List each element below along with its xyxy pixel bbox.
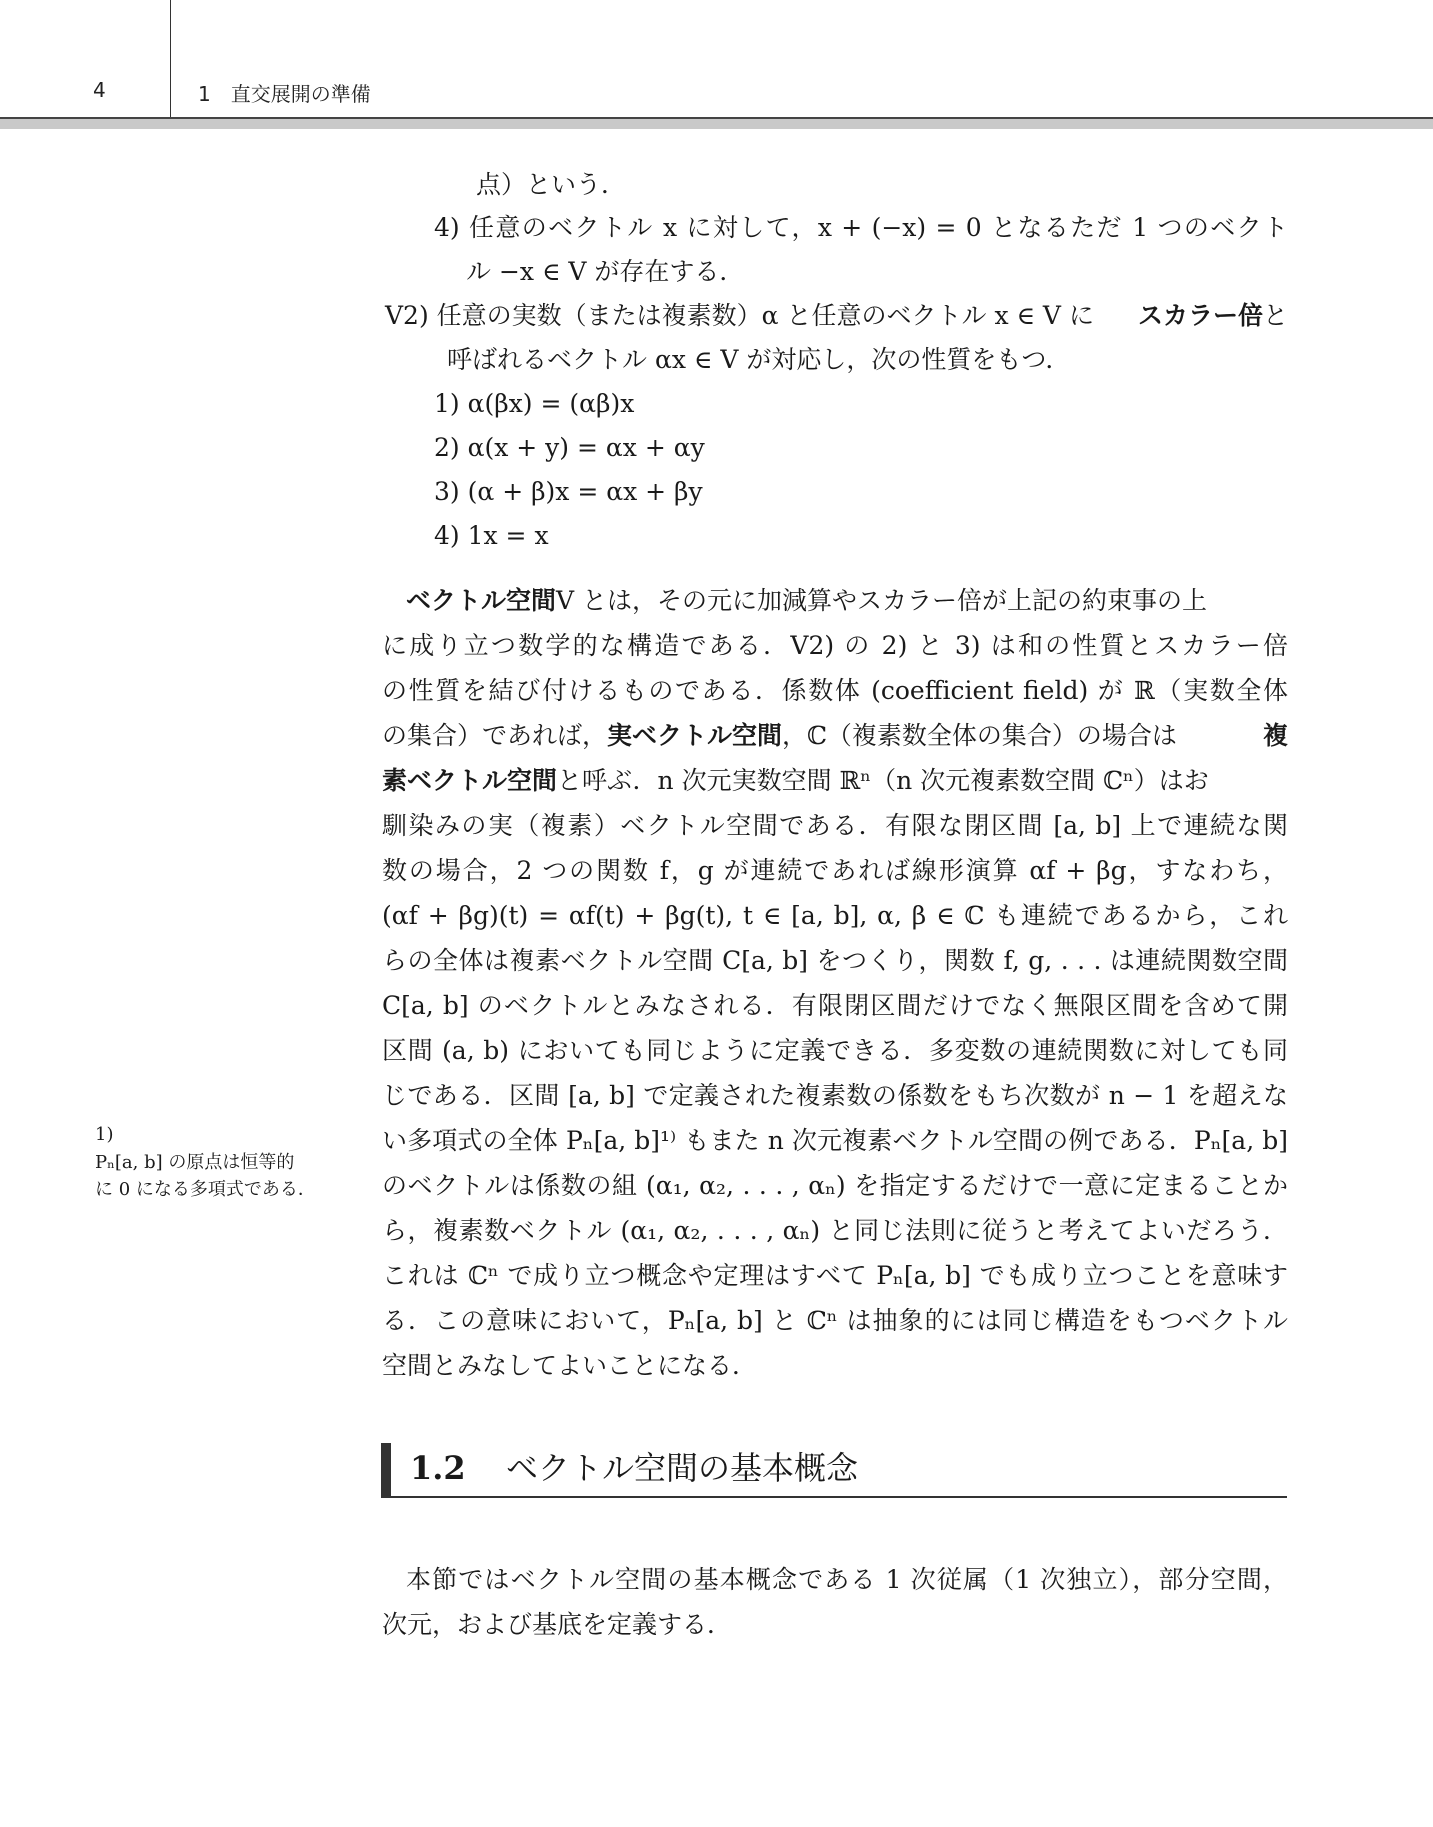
body-line: らの全体は複素ベクトル空間 C[a, b] をつくり，関数 f, g, . . . は連続関数空間 xyxy=(382,946,1288,975)
body-line: に成り立つ数学的な構造である．V2) の 2) と 3) は和の性質とスカラー倍 xyxy=(382,631,1288,660)
body-text: V とは，その元に加減算やスカラー倍が上記の約束事の上 xyxy=(556,586,1208,615)
sidenote-text: に 0 になる多項式である． xyxy=(95,1179,316,1200)
term-complex-vector-space: 複 xyxy=(1262,721,1288,750)
body-line: 区間 (a, b) においても同じように定義できる．多変数の連続関数に対しても同 xyxy=(382,1036,1288,1065)
axiom-line: 点）という． xyxy=(476,170,627,199)
axiom-line: ル −x ∈ V が存在する． xyxy=(466,257,745,286)
axiom-text: と xyxy=(1262,301,1288,330)
body-line: 空間とみなしてよいことになる． xyxy=(382,1351,758,1380)
sidenote-mark: 1) xyxy=(95,1124,114,1145)
body-line: 馴染みの実（複素）ベクトル空間である．有限な閉区間 [a, b] 上で連続な関 xyxy=(382,811,1288,840)
section-intro-line: 本節ではベクトル空間の基本概念である 1 次従属（1 次独立），部分空間， xyxy=(406,1565,1288,1594)
term-complex-vector-space: 素ベクトル空間 xyxy=(382,766,558,795)
body-text: ，ℂ（複素数全体の集合）の場合は xyxy=(782,721,1177,750)
term-real-vector-space: 実ベクトル空間 xyxy=(607,721,783,750)
section-intro-line: 次元，および基底を定義する． xyxy=(382,1610,733,1639)
body-line: これは ℂⁿ で成り立つ概念や定理はすべて Pₙ[a, b] でも成り立つことを意味す xyxy=(382,1261,1288,1290)
section-bar xyxy=(381,1443,391,1496)
axiom-text: V2) 任意の実数（または複素数）α と任意のベクトル x ∈ V に xyxy=(385,301,1094,330)
axiom-line xyxy=(385,299,1288,333)
body-line: る．この意味において，Pₙ[a, b] と ℂⁿ は抽象的には同じ構造をもつベクトル xyxy=(382,1306,1288,1335)
body-line xyxy=(382,584,1288,618)
page-number: 4 xyxy=(93,78,106,102)
body-text: と呼ぶ．n 次元実数空間 ℝⁿ（n 次元複素数空間 ℂⁿ）はお xyxy=(557,766,1209,795)
body-line: C[a, b] のベクトルとみなされる．有限閉区間だけでなく無限区間を含めて開 xyxy=(382,991,1288,1020)
body-line: い多項式の全体 Pₙ[a, b]¹⁾ もまた n 次元複素ベクトル空間の例である．Pₙ[a, b] xyxy=(382,1126,1288,1155)
axiom-line: 1) α(βx) = (αβ)x xyxy=(434,389,635,418)
term-vector-space: ベクトル空間 xyxy=(406,586,557,615)
body-line: 数の場合，2 つの関数 f，g が連続であれば線形演算 αf + βg，すなわち， xyxy=(382,856,1288,885)
body-line: ら，複素数ベクトル (α₁, α₂, . . . , αₙ) と同じ法則に従うと考えてよいだろう． xyxy=(382,1216,1288,1245)
body-line xyxy=(382,719,1288,753)
running-head: 1 直交展開の準備 xyxy=(198,82,371,106)
section-rule xyxy=(381,1496,1287,1498)
body-line: (αf + βg)(t) = αf(t) + βg(t), t ∈ [a, b], α, β ∈ ℂ も連続であるから，これ xyxy=(382,901,1288,930)
header-band xyxy=(0,119,1433,129)
axiom-line: 呼ばれるベクトル αx ∈ V が対応し，次の性質をもつ． xyxy=(447,345,1071,374)
body-line: のベクトルは係数の組 (α₁, α₂, . . . , αₙ) を指定するだけで一意に定まることか xyxy=(382,1171,1288,1200)
term-scalar-multiple: スカラー倍 xyxy=(1137,301,1263,330)
sidenote-text: Pₙ[a, b] の原点は恒等的 xyxy=(95,1152,295,1173)
body-line: じである．区間 [a, b] で定義された複素数の係数をもち次数が n − 1 を超えな xyxy=(382,1081,1288,1110)
axiom-line: 2) α(x + y) = αx + αy xyxy=(434,433,705,462)
axiom-line: 4) 任意のベクトル x に対して，x + (−x) = 0 となるただ 1 つのベクト xyxy=(434,213,1288,242)
section-title: ベクトル空間の基本概念 xyxy=(506,1449,859,1487)
body-line xyxy=(382,764,1288,798)
header-divider xyxy=(170,0,171,117)
body-text: の集合）であれば， xyxy=(382,721,608,750)
body-line: の性質を結び付けるものである．係数体 (coefficient field) が ℝ（実数全体 xyxy=(382,676,1288,705)
axiom-line: 4) 1x = x xyxy=(434,521,549,550)
axiom-line: 3) (α + β)x = αx + βy xyxy=(434,477,703,506)
section-number: 1.2 xyxy=(410,1449,466,1487)
